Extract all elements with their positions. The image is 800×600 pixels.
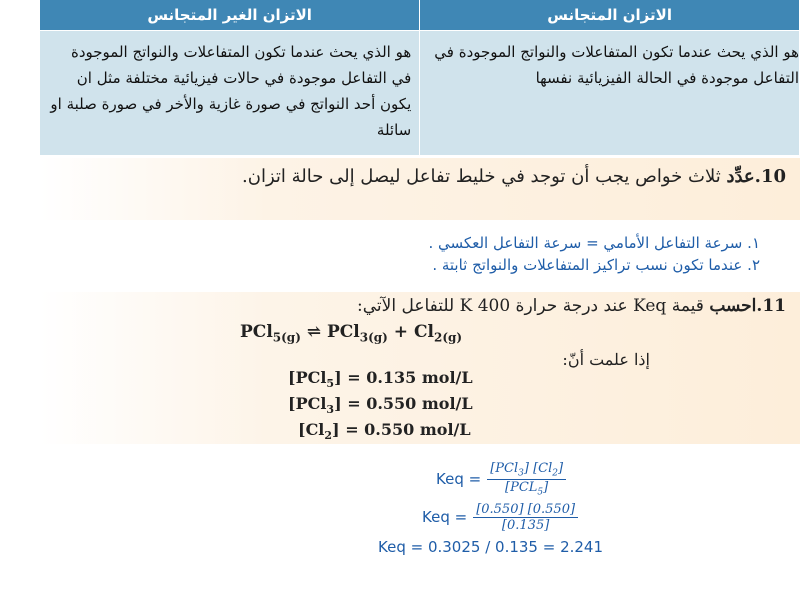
answer-item-1 bbox=[240, 232, 760, 254]
answer-number: ٢. bbox=[747, 256, 760, 274]
given-label: إذا علمت أنّ: bbox=[562, 350, 650, 369]
solution-substitution-line bbox=[422, 498, 660, 536]
product-2: Cl bbox=[413, 322, 434, 342]
header-heterogeneous: الاتزان الغير المتجانس bbox=[40, 0, 420, 31]
product-1: PCl bbox=[326, 322, 360, 342]
keq-label: Keq = bbox=[422, 508, 468, 526]
solution-formula-line bbox=[436, 460, 660, 498]
question-11-text: قيمة Keq عند درجة حرارة 400 K للتفاعل الآتي: bbox=[357, 296, 704, 316]
equilibrium-arrow-icon: ⇌ bbox=[306, 322, 322, 342]
cell-homogeneous-definition: هو الذي يحث عندما تكون المتفاعلات والنواتج الموجودة في التفاعل موجودة في الحالة الفيزيائية نفسها bbox=[420, 31, 800, 156]
answer-list bbox=[240, 232, 760, 276]
product-2-state: 2(g) bbox=[433, 330, 463, 345]
question-11-verb: احسب bbox=[709, 296, 757, 316]
question-10-number: 10. bbox=[754, 166, 786, 187]
plus-sign: + bbox=[393, 322, 409, 342]
chemical-equation bbox=[240, 322, 462, 344]
given-concentration-cl2: $[Cl_2] = 0.550$ mol/L bbox=[298, 420, 471, 443]
reactant-state: 5(g) bbox=[272, 330, 301, 345]
product-1-state: 3(g) bbox=[359, 330, 388, 345]
answer-number: ١. bbox=[747, 234, 760, 252]
question-10 bbox=[56, 164, 786, 190]
answer-text: عندما تكون نسب تراكيز المتفاعلات والنواتج ثابتة . bbox=[432, 256, 743, 274]
solution-result-line: Keq = 0.3025 / 0.135 = 2.241 bbox=[378, 538, 604, 556]
question-10-band bbox=[40, 158, 800, 220]
question-10-text: ثلاث خواص يجب أن توجد في خليط تفاعل ليصل إلى حالة اتزان. bbox=[242, 166, 721, 187]
keq-fraction: $\frac{[PCl_3] [Cl_2]}{[PCL_5]}$ bbox=[487, 461, 566, 497]
keq-label: Keq = bbox=[436, 470, 482, 488]
reactant: PCl bbox=[240, 322, 273, 342]
question-11-band bbox=[40, 292, 800, 444]
given-concentration-pcl5: [PCl$_5$] = 0.135 mol/L bbox=[288, 368, 473, 391]
header-homogeneous: الاتزان المتجانس bbox=[420, 0, 800, 31]
comparison-table bbox=[40, 0, 800, 155]
substitution-fraction: $\frac{[0.550] [0.550]}{[0.135]}$ bbox=[473, 502, 578, 533]
cell-heterogeneous-definition: هو الذي يحث عندما تكون المتفاعلات والنواتج الموجودة في التفاعل موجودة في حالات فيزيائية مختلفة مثل ان يكون أحد النواتج في صورة غازية والأخر في صورة صلبة او سائلة bbox=[40, 31, 420, 156]
solution bbox=[360, 460, 660, 556]
question-10-verb: عدِّد bbox=[726, 166, 755, 187]
answer-item-2 bbox=[240, 254, 760, 276]
answer-text: سرعة التفاعل الأمامي = سرعة التفاعل العكسي . bbox=[428, 234, 743, 252]
question-11-number: 11. bbox=[756, 296, 786, 316]
question-11-title bbox=[357, 296, 786, 316]
given-concentration-pcl3: [PCl$_3$] = 0.550 mol/L bbox=[288, 394, 473, 417]
